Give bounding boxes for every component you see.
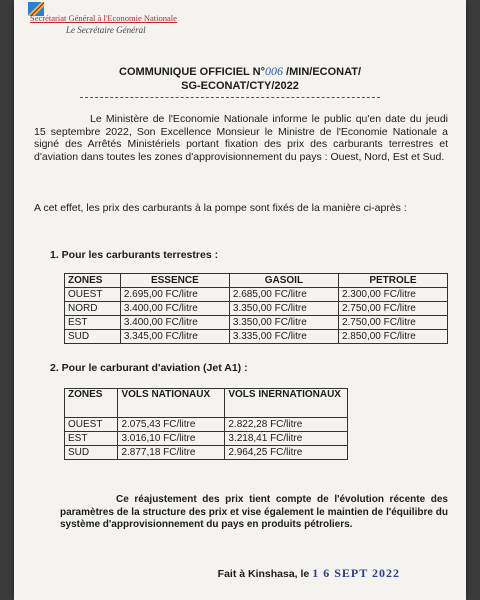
price-cell: 3.345,00 FC/litre — [120, 330, 229, 344]
price-cell: 3.335,00 FC/litre — [229, 330, 338, 344]
price-cell: 2.877,18 FC/litre — [118, 446, 225, 460]
table-row — [65, 418, 348, 432]
table-header-row — [65, 389, 348, 418]
title-suffix: /MIN/ECONAT/ — [282, 66, 361, 78]
closing-paragraph: Ce réajustement des prix tient compte de l'évolution récente des paramètres de la structure des prix et vise également le maintien de l'équilibre du système d'approvisionnement du pays en produits pétroliers. — [60, 494, 448, 530]
col-header: ESSENCE — [120, 274, 229, 288]
header-role: Le Secrétaire Général — [66, 25, 146, 35]
price-cell: 2.750,00 FC/litre — [338, 316, 447, 330]
col-header: VOLS NATIONAUX — [118, 389, 225, 418]
price-cell: 2.300,00 FC/litre — [338, 288, 447, 302]
signature-place: Fait à Kinshasa, le — [217, 568, 310, 580]
header-organization: Secrétariat Général à l'Economie Nationale — [30, 13, 177, 23]
title-number: 006 — [264, 64, 283, 78]
table-aviation — [64, 388, 348, 460]
col-header: VOLS INERNATIONAUX — [225, 389, 348, 418]
table-row — [65, 302, 448, 316]
table-row — [65, 432, 348, 446]
price-cell: 2.075,43 FC/litre — [118, 418, 225, 432]
price-cell: 2.822,28 FC/litre — [225, 418, 348, 432]
table-header-row — [65, 274, 448, 288]
price-cell: 2.964,25 FC/litre — [225, 446, 348, 460]
document-title — [14, 64, 466, 79]
col-header: PETROLE — [338, 274, 447, 288]
zone-cell: NORD — [65, 302, 121, 316]
document-page — [14, 0, 466, 600]
table-row — [65, 330, 448, 344]
zone-cell: EST — [65, 432, 118, 446]
price-cell: 3.350,00 FC/litre — [229, 302, 338, 316]
title-prefix: COMMUNIQUE OFFICIEL N° — [119, 66, 265, 78]
col-header: ZONES — [65, 389, 118, 418]
zone-cell: EST — [65, 316, 121, 330]
price-cell: 2.850,00 FC/litre — [338, 330, 447, 344]
intro-paragraph: Le Ministère de l'Economie Nationale informe le public qu'en date du jeudi 15 septembre 2022, Son Excellence Monsieur le Ministre de l'Economie Nationale a signé des Arrêtés Ministériels portant fixation des prix des carburants terrestres et d'aviation dans toutes les zones d'approvisionnement du pays : Ouest, Nord, Est et Sud. — [34, 113, 448, 163]
zone-cell: OUEST — [65, 288, 121, 302]
zone-cell: SUD — [65, 330, 121, 344]
document-title-line2: SG-ECONAT/CTY/2022 — [181, 80, 299, 92]
price-cell: 2.695,00 FC/litre — [120, 288, 229, 302]
table-row — [65, 288, 448, 302]
title-divider — [80, 97, 380, 98]
price-cell: 3.400,00 FC/litre — [120, 302, 229, 316]
signature-line — [218, 566, 400, 581]
effect-paragraph: A cet effet, les prix des carburants à la pompe sont fixés de la manière ci-après : — [34, 202, 407, 214]
signature-date-stamp: 1 6 SEPT 2022 — [312, 566, 400, 580]
price-cell: 3.016,10 FC/litre — [118, 432, 225, 446]
table-row — [65, 446, 348, 460]
zone-cell: SUD — [65, 446, 118, 460]
price-cell: 3.400,00 FC/litre — [120, 316, 229, 330]
table-terrestres — [64, 273, 448, 344]
zone-cell: OUEST — [65, 418, 118, 432]
price-cell: 2.685,00 FC/litre — [229, 288, 338, 302]
price-cell: 3.218,41 FC/litre — [225, 432, 348, 446]
section-heading-aviation: 2. Pour le carburant d'aviation (Jet A1) : — [50, 362, 248, 374]
col-header: GASOIL — [229, 274, 338, 288]
col-header: ZONES — [65, 274, 121, 288]
price-cell: 2.750,00 FC/litre — [338, 302, 447, 316]
table-row — [65, 316, 448, 330]
section-heading-terrestres: 1. Pour les carburants terrestres : — [50, 249, 219, 261]
price-cell: 3.350,00 FC/litre — [229, 316, 338, 330]
